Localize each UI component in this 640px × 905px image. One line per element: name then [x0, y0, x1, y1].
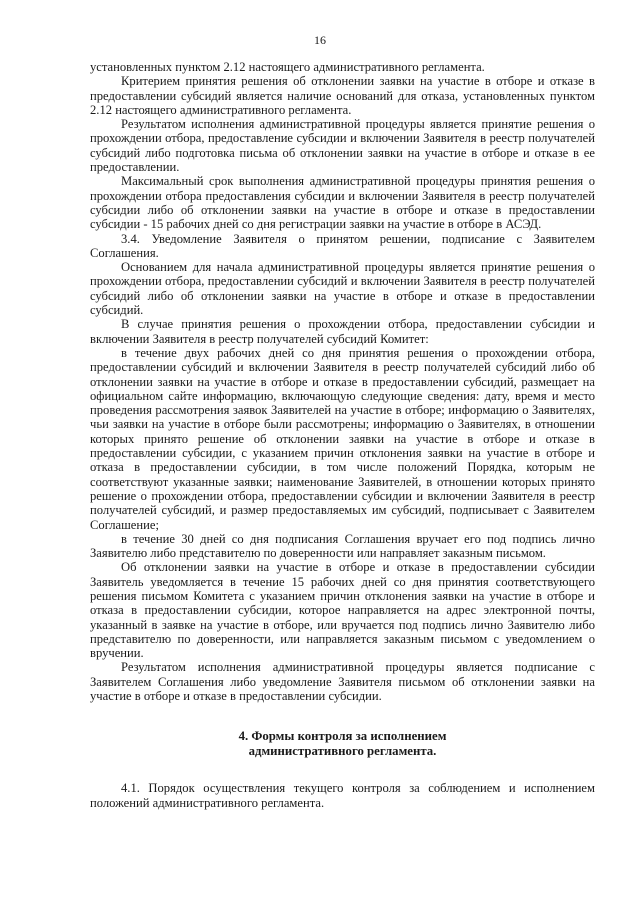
paragraph: 4.1. Порядок осуществления текущего контроля за соблюдением и исполнением положений административного регламента. — [90, 781, 595, 810]
paragraph: в течение двух рабочих дней со дня принятия решения о прохождении отбора, предоставлении субсидий и включении Заявителя в реестр получателей субсидий либо об отклонении заявки на участие в отборе и отказе в предоставлении субсидий, размещает на официальном сайте информацию, включающую следующие сведения: дату, время и место проведения рассмотрения заявок Заявителей на участие в отборе; информацию о Заявителях, чьи заявки на участие в отборе были рассмотрены; информацию о Заявителях, в отношении которых принято решение об отклонении заявки на участие в отборе и отказе в предоставлении субсидии, с указанием причин отклонения заявки на участие в отборе и отказа в предоставлении субсидии, в том числе положений Порядка, которым не соответствуют указанные заявки; наименование Заявителей, в отношении которых принято решение о прохождении отбора, предоставлении субсидии и включении Заявителя в реестр получателей субсидий, и размер предоставляемых им субсидий, подписывает с Заявителем Соглашение; — [90, 345, 595, 532]
section-heading-line: административного регламента. — [248, 744, 437, 759]
paragraph: Максимальный срок выполнения административной процедуры принятия решения о прохождении отбора предоставления субсидии и включении Заявителя в реестр получателей субсидии либо об отклонении заявки на участие в отборе и отказе в предоставлении субсидии - 15 рабочих дней со дня регистрации заявки на участие в отборе в АСЭД. — [90, 174, 595, 232]
page-number: 16 — [314, 33, 326, 47]
section-heading — [90, 729, 595, 759]
document-body — [90, 60, 595, 810]
paragraph: Результатом исполнения административной процедуры является принятие решения о прохождении отбора, предоставление субсидии и включении Заявителя в реестр получателей субсидий либо подготовка письма об отклонении заявки на участие в отборе и отказе в ее предоставлении. — [90, 117, 595, 175]
paragraph: В случае принятия решения о прохождении отбора, предоставлении субсидии и включении Заявителя в реестр получателей субсидий Комитет: — [90, 317, 595, 346]
paragraph: Критерием принятия решения об отклонении заявки на участие в отборе и отказе в предоставлении субсидий является наличие оснований для отказа, установленных пунктом 2.12 настоящего административного регламента. — [90, 74, 595, 117]
paragraph: в течение 30 дней со дня подписания Соглашения вручает его под подпись лично Заявителю либо представителю по доверенности или направляет заказным письмом. — [90, 531, 595, 561]
paragraph: установленных пунктом 2.12 настоящего административного регламента. — [90, 60, 485, 74]
section-subheading-3-4: 3.4. Уведомление Заявителя о принятом решении, подписание с Заявителем Соглашения. — [90, 231, 595, 260]
paragraph: Основанием для начала административной процедуры является принятие решения о прохождении отбора, предоставлении субсидий и включении Заявителя в реестр получателей субсидий либо об отклонении заявки на участие в отборе и отказе в предоставлении субсидий. — [90, 260, 595, 318]
paragraph: Результатом исполнения административной процедуры является подписание с Заявителем Соглашения либо уведомление Заявителя письмом об отклонении заявки на участие в отборе и отказе в предоставлении субсидии. — [90, 660, 595, 704]
paragraph: Об отклонении заявки на участие в отборе и отказе в предоставлении субсидии Заявитель уведомляется в течение 15 рабочих дней со дня принятия соответствующего решения письмом Комитета с указанием причин отклонения заявки на участие в отборе и отказа в предоставлении субсидии, которое направляется на адрес электронной почты, указанный в заявке на участие в отборе, или вручается под подпись лично Заявителю либо представителю по доверенности, или направляется заказным письмом с уведомлением о вручении. — [90, 560, 595, 661]
section-heading-line: 4. Формы контроля за исполнением — [238, 729, 447, 744]
